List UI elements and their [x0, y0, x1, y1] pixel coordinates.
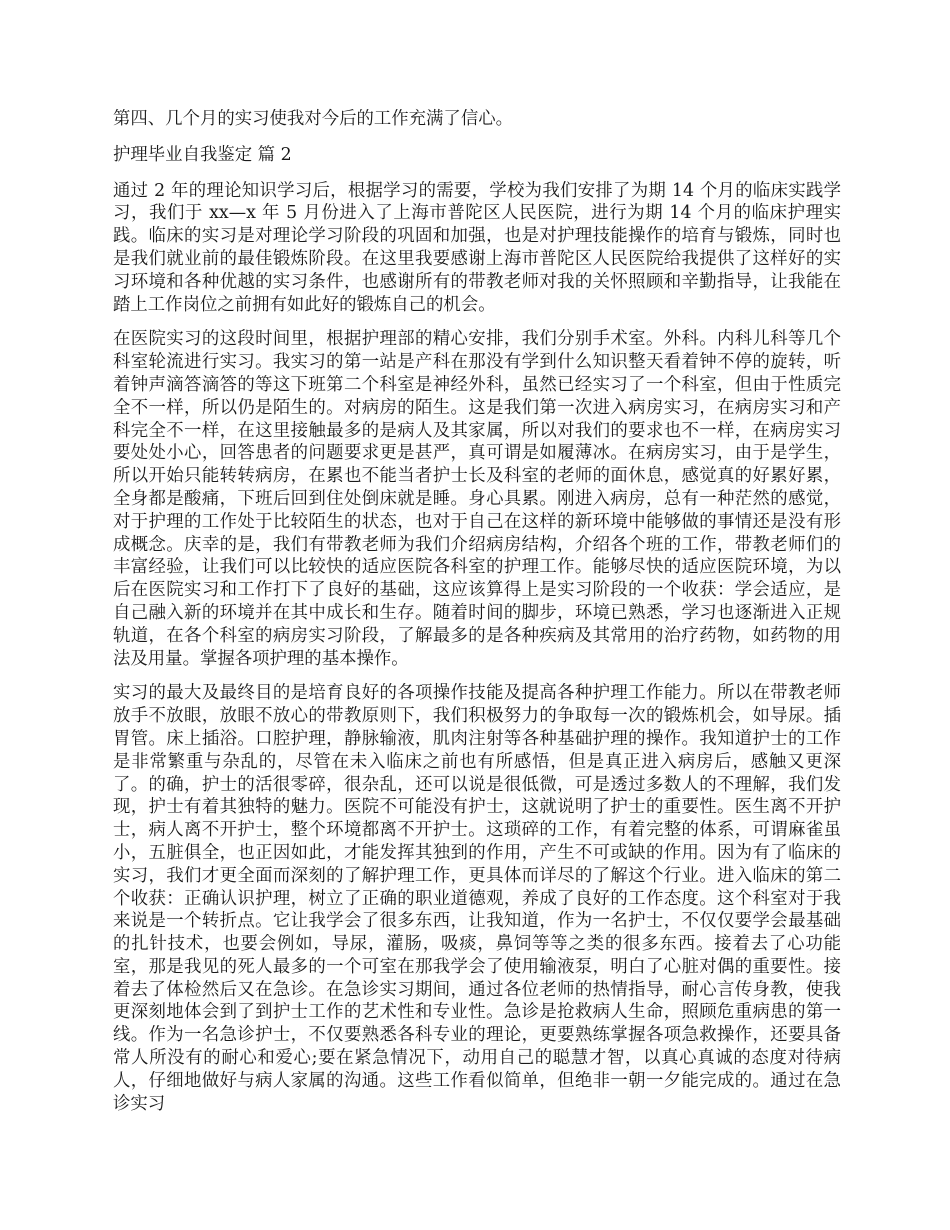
- document-body: [113, 108, 841, 1115]
- section-heading: 护理毕业自我鉴定 篇 2: [113, 144, 292, 165]
- paragraph-point-four: 第四、几个月的实习使我对今后的工作充满了信心。: [113, 109, 513, 129]
- paragraph-intro: 通过 2 年的理论知识学习后，根据学习的需要，学校为我们安排了为期 14 个月的临床实践学习，我们于 xx—x 年 5 月份进入了上海市普陀区人民医院，进行为期 14 个月的临床护理实践。临床的实习是对理论学习阶段的巩固和加强，也是对护理技能操作的培育与锻炼，同时也是我们就业前的最佳锻炼阶段。在这里我要感谢上海市普陀区人民医院给我提供了这样好的实习环境和各种优越的实习条件，也感谢所有的带教老师对我的关怀照顾和辛勤指导，让我能在踏上工作岗位之前拥有如此好的锻炼自己的机会。: [113, 180, 841, 315]
- paragraph-rotation: 在医院实习的这段时间里，根据护理部的精心安排，我们分别手术室。外科。内科儿科等几个科室轮流进行实习。我实习的第一站是产科在那没有学到什么知识整天看着钟不停的旋转，听着钟声滴答滴答的等这下班第二个科室是神经外科，虽然已经实习了一个科室，但由于性质完全不一样，所以仍是陌生的。对病房的陌生。这是我们第一次进入病房实习，在病房实习和产科完全不一样，在这里接触最多的是病人及其家属，所以对我们的要求也不一样，在病房实习要处处小心，回答患者的问题要求更是甚严，真可谓是如履薄冰。在病房实习，由于是学生，所以开始只能转转病房，在累也不能当者护士长及科室的老师的面休息，感觉真的好累好累，全身都是酸痛，下班后回到住处倒床就是睡。身心具累。刚进入病房，总有一种茫然的感觉，对于护理的工作处于比较陌生的状态，也对于自己在这样的新环境中能够做的事情还是没有形成概念。庆幸的是，我们有带教老师为我们介绍病房结构，介绍各个班的工作，带教老师们的丰富经验，让我们可以比较快的适应医院各科室的护理工作。能够尽快的适应医院环境，为以后在医院实习和工作打下了良好的基础，这应该算得上是实习阶段的一个收获：学会适应，是自己融入新的环境并在其中成长和生存。随着时间的脚步，环境已熟悉，学习也逐渐进入正规轨道，在各个科室的病房实习阶段，了解最多的是各种疾病及其常用的治疗药物，如药物的用法及用量。掌握各项护理的基本操作。: [113, 329, 841, 669]
- paragraph-goals: 实习的最大及最终目的是培育良好的各项操作技能及提高各种护理工作能力。所以在带教老师放手不放眼，放眼不放心的带教原则下，我们积极努力的争取每一次的锻炼机会，如导尿。插胃管。床上插浴。口腔护理，静脉输液，肌肉注射等各种基础护理的操作。我知道护士的工作是非常繁重与杂乱的，尽管在未入临床之前也有所感悟，但是真正进入病房后，感触又更深了。的确，护士的活很零碎，很杂乱，还可以说是很低微，可是透过多数人的不理解，我们发现，护士有着其独特的魅力。医院不可能没有护士，这就说明了护士的重要性。医生离不开护士，病人离不开护士，整个环境都离不开护士。这琐碎的工作，有着完整的体系，可谓麻雀虽小，五脏俱全，也正因如此，才能发挥其独到的作用，产生不可或缺的作用。因为有了临床的实习，我们才更全面而深刻的了解护理工作，更具体而详尽的了解这个行业。进入临床的第二个收获：正确认识护理，树立了正确的职业道德观，养成了良好的工作态度。这个科室对于我来说是一个转折点。它让我学会了很多东西，让我知道，作为一名护士，不仅仅要学会最基础的扎针技术，也要会例如，导尿，灌肠，吸痰，鼻饲等等之类的很多东西。接着去了心功能室，那是我见的死人最多的一个可室在那我学会了使用输液泵，明白了心脏对偶的重要性。接着去了体检然后又在急诊。在急诊实习期间，通过各位老师的热情指导，耐心言传身教，使我更深刻地体会到了到护士工作的艺术性和专业性。急诊是抢救病人生命，照顾危重病患的第一线。作为一名急诊护士，不仅要熟悉各科专业的理论，更要熟练掌握各项急救操作，还要具备常人所没有的耐心和爱心;要在紧急情况下，动用自己的聪慧才智，以真心真诚的态度对待病人，仔细地做好与病人家属的沟通。这些工作看似简单，但绝非一朝一夕能完成的。通过在急诊实习: [113, 683, 841, 1114]
